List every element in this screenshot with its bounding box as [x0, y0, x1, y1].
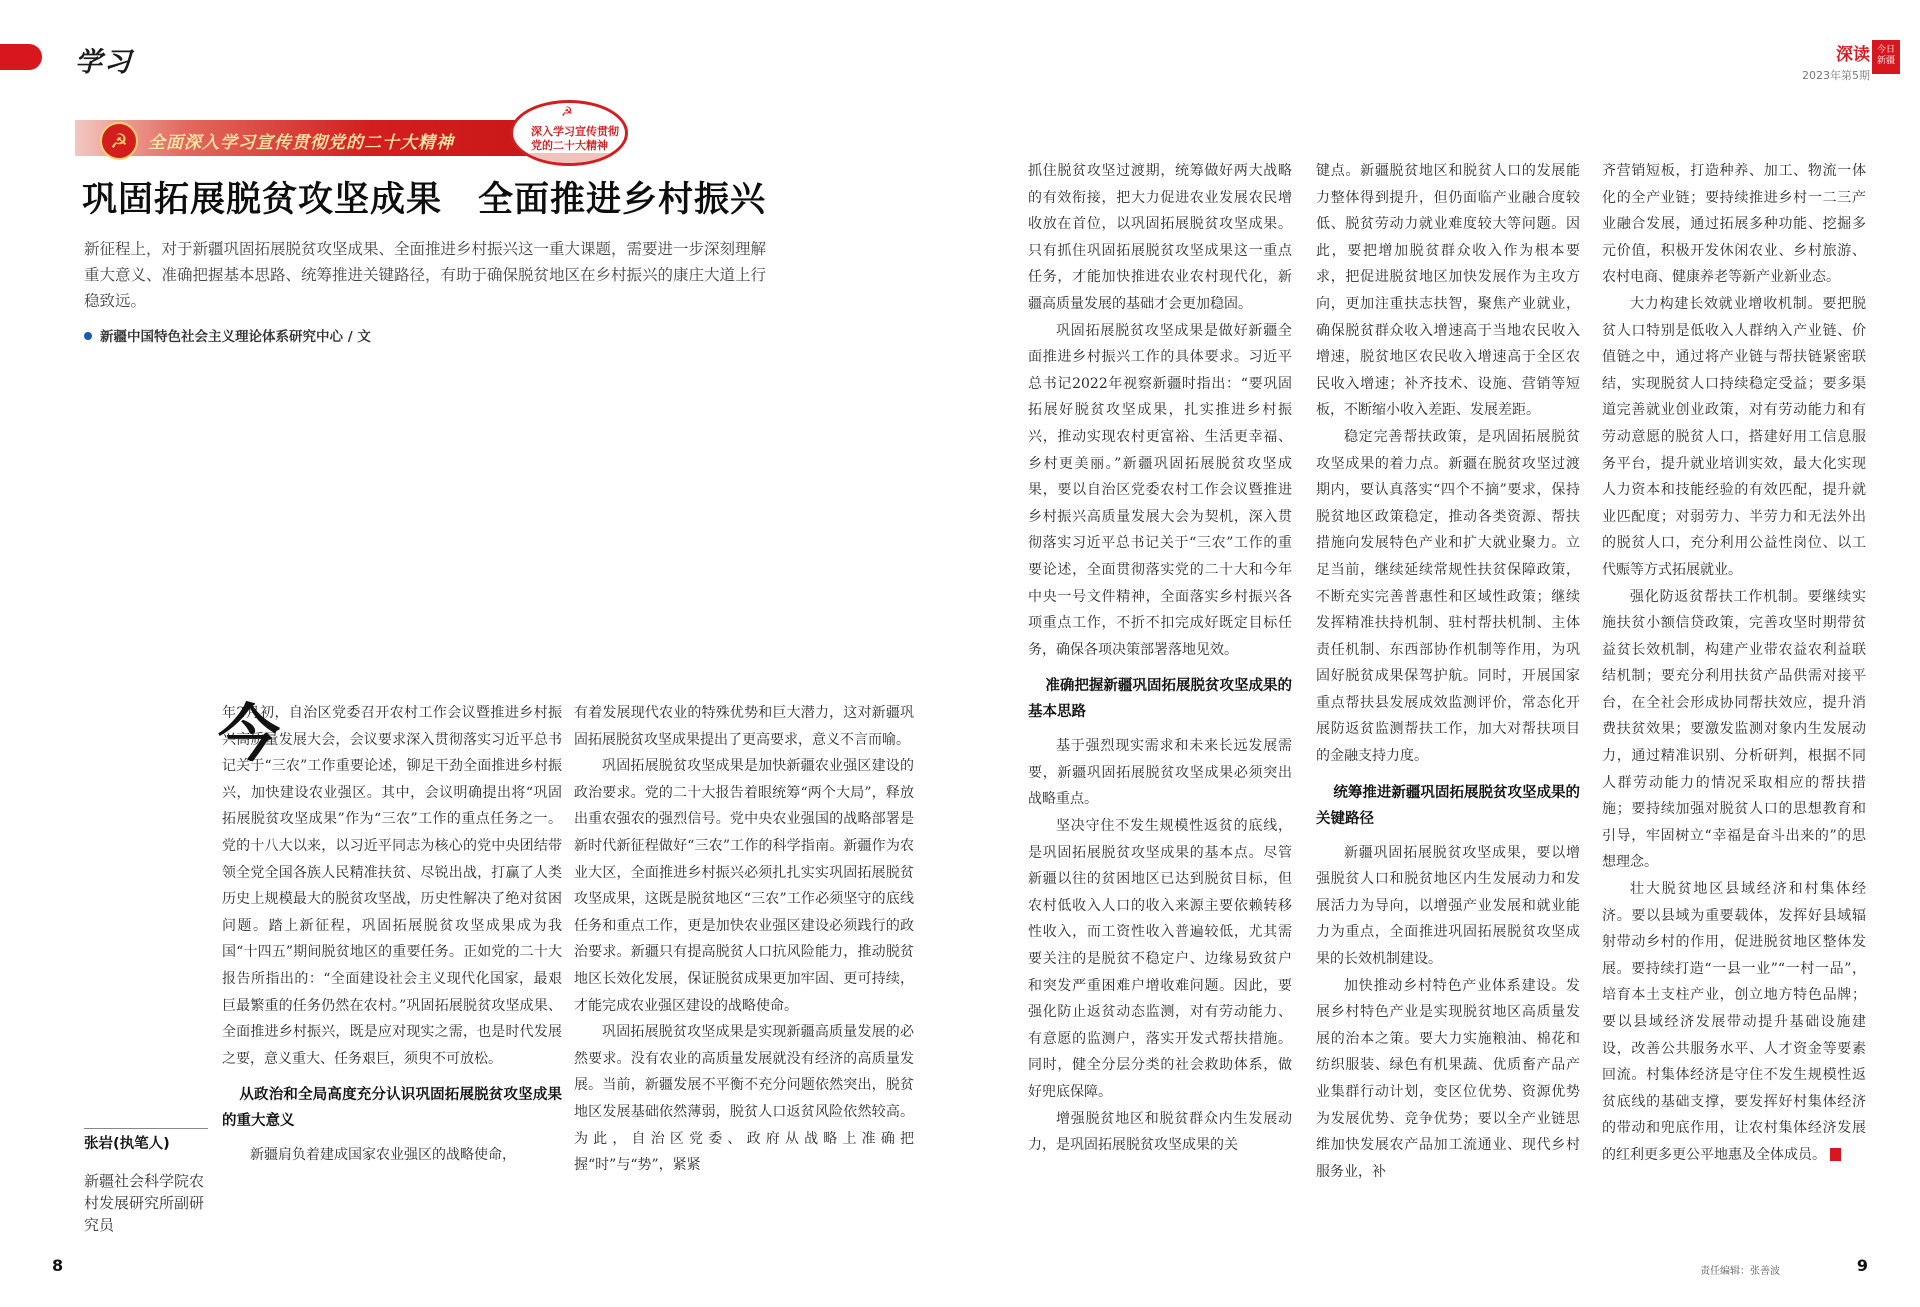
- byline-text: 新疆中国特色社会主义理论体系研究中心 / 文: [100, 329, 371, 345]
- section-tab: [0, 44, 42, 70]
- magazine-brand: [1802, 40, 1870, 83]
- bullet-icon: [84, 332, 92, 340]
- brand-badge: 今日 新疆: [1872, 40, 1900, 74]
- author-name: 张岩(执笔人): [84, 1136, 170, 1152]
- editor-credit: 责任编辑：张善波: [1700, 1266, 1780, 1277]
- paragraph: 新疆肩负着建成国家农业强区的战略使命，: [250, 1147, 516, 1164]
- paragraph: 增强脱贫地区和脱贫群众内生发展动力，是巩固拓展脱贫攻坚成果的关: [1028, 1110, 1292, 1154]
- article-title: 巩固拓展脱贫攻坚成果 全面推进乡村振兴: [82, 180, 767, 220]
- paragraph: 有着发展现代农业的特殊优势和巨大潜力，这对新疆巩固拓展脱贫攻坚成果提出了更高要求，意义不言而喻。: [574, 705, 914, 748]
- paragraph: 齐营销短板，打造种养、加工、物流一体化的全产业链；要持续推进乡村一二三产业融合发展，通过拓展多种功能、挖掘多元价值，积极开发休闲农业、乡村旅游、农村电商、健康养老等新产业新业态。: [1602, 163, 1866, 286]
- author-affiliation: 新疆社会科学院农村发展研究所副研究员: [84, 1172, 205, 1234]
- brand-name: 深读: [1836, 45, 1870, 65]
- end-mark-icon: [1830, 1148, 1841, 1161]
- paragraph: 抓住脱贫攻坚过渡期，统筹做好两大战略的有效衔接，把大力促进农业发展农民增收放在首位，以巩固拓展脱贫攻坚成果。只有抓住巩固拓展脱贫攻坚成果这一重点任务，才能加快推进农业农村现代化，新疆高质量发展的基础才会更加稳固。: [1028, 163, 1292, 312]
- banner-text: 全面深入学习宣传贯彻党的二十大精神: [148, 133, 454, 153]
- section-heading: 统筹推进新疆巩固拓展脱贫攻坚成果的关键路径: [1316, 784, 1580, 827]
- text-column-1: [218, 697, 562, 1169]
- seal-decoration: [529, 153, 609, 163]
- paragraph: [1602, 876, 1866, 1169]
- page-number-left: 8: [52, 1256, 64, 1275]
- section-label: 学习: [75, 47, 133, 78]
- paragraph: 坚决守住不发生规模性返贫的底线，是巩固拓展脱贫攻坚成果的基本点。尽管新疆以往的贫困地区已达到脱贫目标，但农村低收入人口的收入来源主要依赖转移性收入，而工资性收入普遍较低，尤其需要关注的是脱贫不稳定户、边缘易致贫户和突发严重困难户增收难问题。因此，要强化防止返贫动态监测，对有劳动能力、有意愿的监测户，落实开发式帮扶措施。同时，健全分层分类的社会救助体系，做好兜底保障。: [1028, 818, 1292, 1100]
- paragraph-text: 壮大脱贫地区县域经济和村集体经济。要以县域为重要载体，发挥好县域辐射带动乡村的作用，促进脱贫地区整体发展。要持续打造“一县一业”“一村一品”，培育本土支柱产业，创立地方特色品牌；要以县域经济发展带动提升基础设施建设，改善公共服务水平、人才资金等要素回流。村集体经济是守住不发生规模性返贫底线的基础支撑，要发挥好村集体经济的带动和兜底作用，让农村集体经济发展的红利更多更公平地惠及全体成员。: [1602, 881, 1866, 1163]
- party-emblem-icon: ☭: [100, 122, 138, 160]
- paragraph: 加快推动乡村特色产业体系建设。发展乡村特色产业是实现脱贫地区高质量发展的治本之策。要大力实施粮油、棉花和纺织服装、绿色有机果蔬、优质畜产品产业集群行动计划，变区位优势、资源优势为发展优势、竞争优势；要以全产业链思维加快发展农产品加工流通业、现代乡村服务业，补: [1316, 977, 1580, 1180]
- paragraph: 巩固拓展脱贫攻坚成果是做好新疆全面推进乡村振兴工作的具体要求。习近平总书记2022年视察新疆时指出：“要巩固拓展好脱贫攻坚成果，扎实推进乡村振兴，推动实现农村更富裕、生活更幸福、乡村更美丽。”新疆巩固拓展脱贫攻坚成果，要以自治区党委农村工作会议暨推进乡村振兴高质量发展大会为契机，深入贯彻落实习近平总书记关于“三农”工作的重要论述，全面贯彻落实党的二十大和今年中央一号文件精神，全面落实乡村振兴各项重点工作，不折不扣完成好既定目标任务，确保各项决策部署落地见效。: [1028, 322, 1292, 658]
- text-column-3: [1028, 158, 1292, 1159]
- issue-label: 2023年第5期: [1802, 69, 1870, 82]
- paragraph: 巩固拓展脱贫攻坚成果是加快新疆农业强区建设的政治要求。党的二十大报告着眼统筹“两个大局”，释放出重农强农的强烈信号。党中央农业强国的战略部署是新时代新征程做好“三农”工作的科学指南。新疆作为农业大区，全面推进乡村振兴必须扎扎实实巩固拓展脱贫攻坚成果，这既是脱贫地区“三农”工作必须坚守的底线任务和重点工作，更是加快农业强区建设必须践行的政治要求。新疆只有提高脱贫人口抗风险能力，推动脱贫地区长效化发展，保证脱贫成果更加牢固、更可持续，才能完成农业强区建设的战略使命。: [574, 758, 914, 1014]
- theme-seal: [510, 100, 628, 166]
- paragraph: 新疆巩固拓展脱贫攻坚成果，要以增强脱贫人口和脱贫地区内生发展动力和发展活力为导向，以增强产业发展和就业能力为重点，全面推进巩固拓展脱贫攻坚成果的长效机制建设。: [1316, 844, 1580, 968]
- paragraph: 大力构建长效就业增收机制。要把脱贫人口特别是低收入人群纳入产业链、价值链之中，通过将产业链与帮扶链紧密联结，实现脱贫人口持续稳定受益；要多渠道完善就业创业政策，对有劳动能力和有劳动意愿的脱贫人口，搭建好用工信息服务平台，提升就业培训实效，最大化实现人力资本和技能经验的有效匹配，提升就业匹配度；对弱劳力、半劳力和无法外出的脱贫人口，充分利用公益性岗位、以工代赈等方式拓展就业。: [1602, 295, 1866, 578]
- text-column-2: [574, 700, 914, 1179]
- paragraph: 稳定完善帮扶政策，是巩固拓展脱贫攻坚成果的着力点。新疆在脱贫攻坚过渡期内，要认真落实“四个不摘”要求，保持脱贫地区政策稳定，推动各类资源、帮扶措施向发展特色产业和扩大就业聚力。立足当前，继续延续常规性扶贫保障政策，不断充实完善普惠性和区域性政策；继续发挥精准扶持机制、驻村帮扶机制、主体责任机制、东西部协作机制等作用，为巩固好脱贫成果保驾护航。同时，开展国家重点帮扶县发展成效监测评价，常态化开展防返贫监测帮扶工作，加大对帮扶项目的金融支持力度。: [1316, 428, 1580, 765]
- byline: [84, 325, 371, 345]
- party-emblem-icon: ☭: [561, 105, 573, 120]
- drop-cap: 今: [218, 697, 281, 770]
- paragraph: 基于强烈现实需求和未来长远发展需要，新疆巩固拓展脱贫攻坚成果必须突出战略重点。: [1028, 738, 1292, 808]
- paragraph: 键点。新疆脱贫地区和脱贫人口的发展能力整体得到提升，但仍面临产业融合度较低、脱贫劳动力就业难度较大等问题。因此，要把增加脱贫群众收入作为根本要求，把促进脱贫地区加快发展作为主攻方向，更加注重扶志扶智，聚焦产业就业，确保脱贫群众收入增速高于当地农民收入增速，脱贫地区农民收入增速高于全区农民收入增速；补齐技术、设施、营销等短板，不断缩小收入差距、发展差距。: [1316, 163, 1580, 419]
- paragraph: 年2月初，自治区党委召开农村工作会议暨推进乡村振兴高质量发展大会，会议要求深入贯彻落实习近平总书记关于“三农”工作重要论述，铆足干劲全面推进乡村振兴，加快建设农业强区。其中，会议明确提出将“巩固拓展脱贫攻坚成果”作为“三农”工作的重点任务之一。党的十八大以来，以习近平同志为核心的党中央团结带领全党全国各族人民精准扶贫、尽锐出战，打赢了人类历史上规模最大的脱贫攻坚战，历史性解决了绝对贫困问题。踏上新征程，巩固拓展脱贫攻坚成果成为我国“十四五”期间脱贫地区的重要任务。正如党的二十大报告所指出的：“全面建设社会主义现代化国家，最艰巨最繁重的任务仍然在农村。”巩固拓展脱贫攻坚成果、全面推进乡村振兴，既是应对现实之需，也是时代发展之要，意义重大、任务艰巨，须臾不可放松。: [222, 705, 562, 1067]
- seal-line-2: 党的二十大精神: [531, 139, 608, 152]
- page-number-right: 9: [1856, 1256, 1868, 1275]
- paragraph: 强化防返贫帮扶工作机制。要继续实施扶贫小额信贷政策，完善攻坚时期带贫益贫长效机制，构建产业带农益农利益联结机制；要充分利用扶贫产品供需对接平台，在全社会形成协同帮扶效应，提升消费扶贫效果；要激发监测对象内生发展动力，通过精准识别、分析研判，根据不同人群劳动能力的情况采取相应的帮扶措施；要持续加强对脱贫人口的思想教育和引导，牢固树立“幸福是奋斗出来的”的思想理念。: [1602, 588, 1866, 871]
- section-heading: 准确把握新疆巩固拓展脱贫攻坚成果的基本思路: [1028, 678, 1292, 721]
- paragraph: 巩固拓展脱贫攻坚成果是实现新疆高质量发展的必然要求。没有农业的高质量发展就没有经济的高质量发展。当前，新疆发展不平衡不充分问题依然突出，脱贫地区发展基础依然薄弱，脱贫人口返贫风险依然较高。为此，自治区党委、政府从战略上准确把握“时”与“势”，紧紧: [574, 1024, 914, 1174]
- author-divider: [84, 1128, 208, 1129]
- section-heading: 从政治和全局高度充分认识巩固拓展脱贫攻坚成果的重大意义: [222, 1087, 562, 1130]
- text-column-5: [1602, 158, 1866, 1169]
- text-column-4: [1316, 158, 1580, 1185]
- article-deck: 新征程上，对于新疆巩固拓展脱贫攻坚成果、全面推进乡村振兴这一重大课题，需要进一步深刻理解重大意义、准确把握基本思路、统筹推进关键路径，有助于确保脱贫地区在乡村振兴的康庄大道上行稳致远。: [84, 240, 767, 310]
- seal-line-1: 深入学习宣传贯彻: [531, 125, 619, 138]
